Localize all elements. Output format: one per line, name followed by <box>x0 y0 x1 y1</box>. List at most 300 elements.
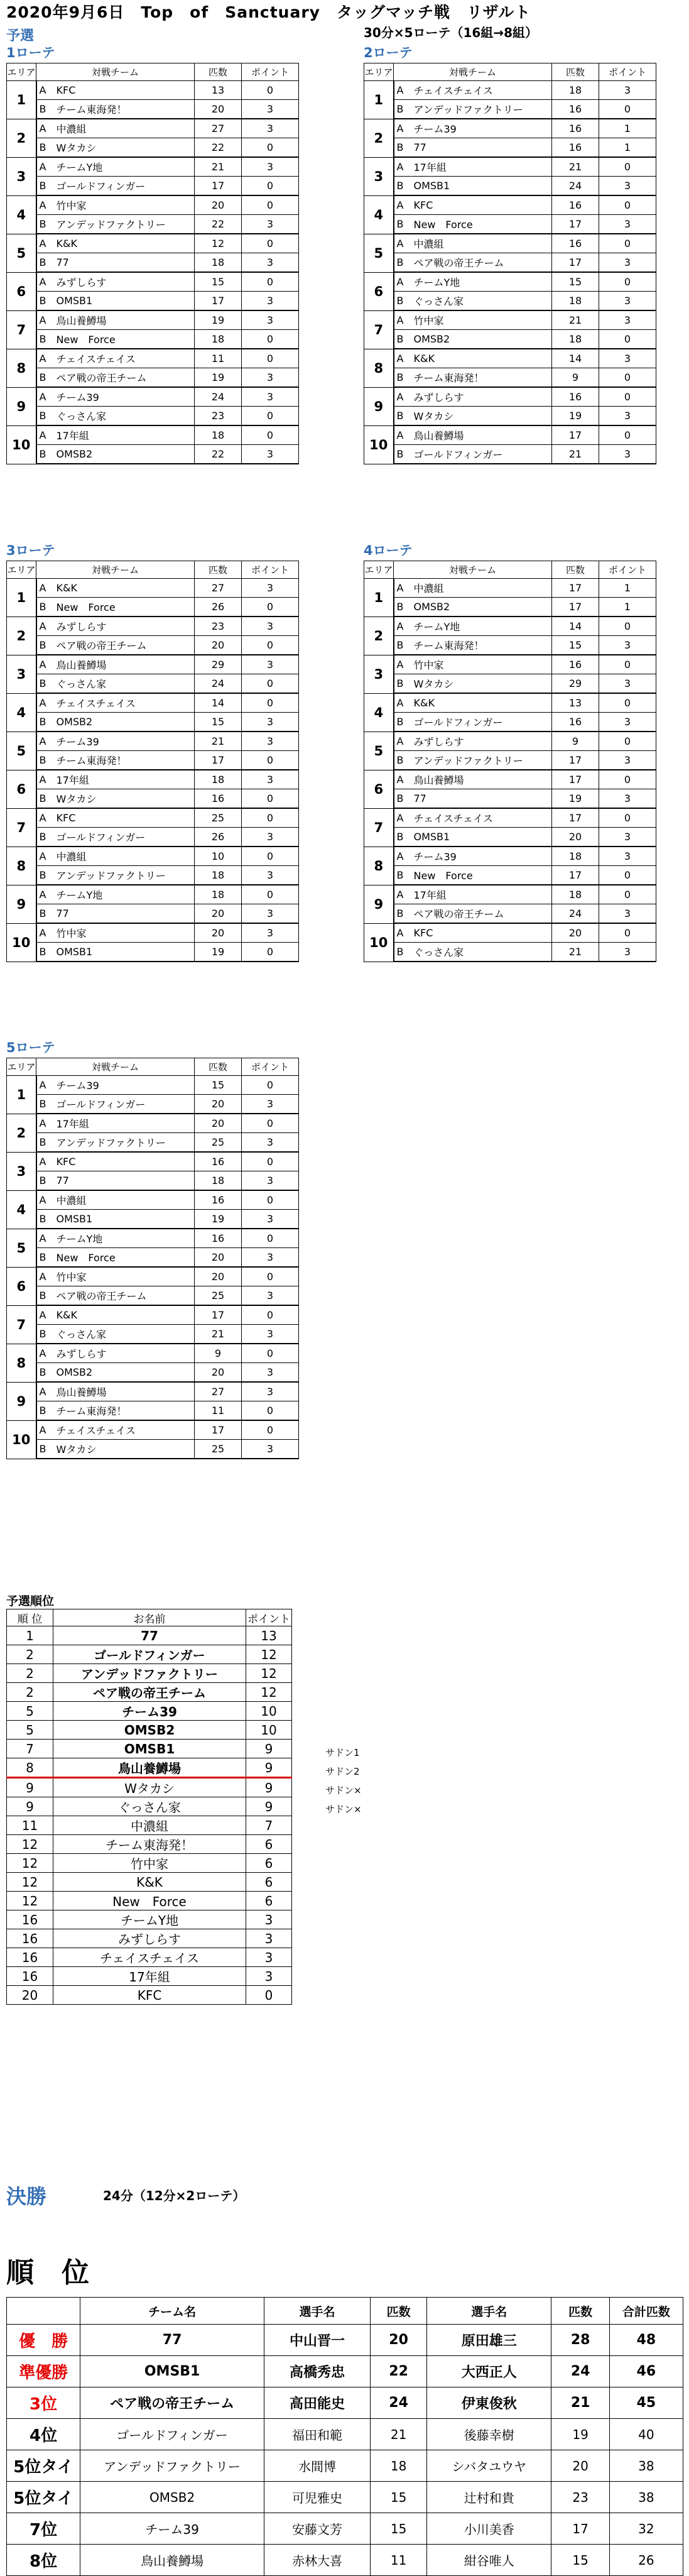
side-label: A <box>394 808 410 828</box>
column-header-name: お名前 <box>53 1609 246 1626</box>
column-header-team: 対戦チーム <box>36 561 195 579</box>
team-name: チーム東海発！ <box>53 100 195 119</box>
match-row <box>7 1095 299 1114</box>
team-name: チームY地 <box>53 1229 195 1248</box>
side-label: B <box>36 215 53 234</box>
catch-count-2: 19 <box>551 2419 609 2450</box>
team-name: Wタカシ <box>53 1778 246 1797</box>
catch-count: 21 <box>552 445 599 464</box>
catch-count: 18 <box>552 330 599 349</box>
rank-value: 16 <box>7 1929 53 1948</box>
point-value: 10 <box>246 1721 292 1740</box>
match-row <box>7 177 299 196</box>
final-rank: 準優勝 <box>7 2356 80 2387</box>
point-value: 3 <box>242 387 299 407</box>
match-row <box>7 330 299 349</box>
rank-value: 2 <box>7 1664 53 1683</box>
point-value: 3 <box>599 215 656 234</box>
team-name: 竹中家 <box>53 1267 195 1286</box>
point-value: 0 <box>242 1420 299 1440</box>
match-row <box>364 81 656 100</box>
match-row <box>7 310 299 330</box>
point-value: 6 <box>246 1854 292 1873</box>
side-label: B <box>36 1325 53 1344</box>
qualifying-ranking-title: 予選順位 <box>6 1594 55 1608</box>
match-row <box>364 904 656 924</box>
catch-count: 16 <box>195 1229 242 1248</box>
match-row <box>7 1344 299 1363</box>
point-value: 3 <box>242 732 299 751</box>
team-name: K&K <box>53 234 195 253</box>
catch-count-1: 15 <box>371 2513 427 2545</box>
side-label: A <box>36 349 53 368</box>
team-name: みずしらす <box>53 1344 195 1363</box>
catch-count-1: 24 <box>371 2387 427 2419</box>
team-name: チームY地 <box>53 1910 246 1929</box>
column-header-rank: 順 位 <box>7 1609 53 1626</box>
final-format: 24分（12分×2ローテ） <box>103 2188 246 2203</box>
sudden-death-note: サドン1 <box>325 1747 360 1758</box>
catch-count: 9 <box>552 368 599 388</box>
catch-count: 20 <box>195 904 242 924</box>
catch-count: 27 <box>195 1382 242 1401</box>
point-value: 0 <box>242 1305 299 1325</box>
side-label: B <box>394 138 410 158</box>
column-header-point: ポイント <box>242 1058 299 1076</box>
side-label: B <box>36 1248 53 1268</box>
catch-count: 17 <box>552 215 599 234</box>
match-row <box>7 195 299 215</box>
side-label: A <box>394 847 410 866</box>
match-row <box>7 234 299 253</box>
point-value: 0 <box>242 1344 299 1363</box>
point-value: 0 <box>242 177 299 196</box>
point-value: 3 <box>242 215 299 234</box>
total-count: 32 <box>609 2513 683 2545</box>
side-label: A <box>394 195 410 215</box>
side-label: A <box>36 923 53 943</box>
side-label: A <box>36 1267 53 1286</box>
team-name: 竹中家 <box>53 923 195 943</box>
catch-count: 16 <box>195 1190 242 1210</box>
point-value: 3 <box>599 636 656 655</box>
match-row <box>7 1133 299 1153</box>
match-row <box>7 425 299 445</box>
point-value: 0 <box>599 885 656 904</box>
point-value: 0 <box>599 693 656 713</box>
side-label: B <box>36 100 53 119</box>
match-row <box>7 1305 299 1325</box>
point-value: 0 <box>242 674 299 694</box>
point-value: 0 <box>242 407 299 426</box>
match-row <box>7 579 299 598</box>
catch-count: 14 <box>195 693 242 713</box>
point-value: 3 <box>246 1910 292 1929</box>
side-label: B <box>36 828 53 847</box>
side-label: A <box>36 847 53 866</box>
catch-count: 13 <box>195 81 242 100</box>
catch-count-2: 15 <box>551 2545 609 2576</box>
area-number: 3 <box>7 1152 36 1190</box>
catch-count: 11 <box>195 1401 242 1421</box>
final-rank: 5位タイ <box>7 2482 80 2513</box>
point-value: 0 <box>242 425 299 445</box>
catch-count: 19 <box>552 407 599 426</box>
final-row <box>7 2482 683 2513</box>
ranking-row <box>7 1948 292 1967</box>
point-value: 3 <box>246 1948 292 1967</box>
team-name: ペア戦の帝王チーム <box>410 904 552 924</box>
point-value: 0 <box>599 368 656 388</box>
catch-count: 16 <box>552 195 599 215</box>
area-number: 5 <box>7 732 36 770</box>
team-name: チーム39 <box>53 387 195 407</box>
team-name: アンデッドファクトリー <box>53 866 195 885</box>
team-name: 竹中家 <box>410 310 552 330</box>
point-value: 3 <box>242 119 299 138</box>
team-name: New Force <box>410 866 552 885</box>
match-row <box>7 789 299 809</box>
side-label: A <box>36 770 53 789</box>
team-name: アンデッドファクトリー <box>53 1664 246 1683</box>
match-row <box>7 1325 299 1344</box>
team-name: チーム39 <box>410 119 552 138</box>
catch-count: 18 <box>195 1171 242 1191</box>
match-row <box>364 330 656 349</box>
side-label: B <box>36 1095 53 1114</box>
team-name: チームY地 <box>53 157 195 177</box>
catch-count: 21 <box>552 157 599 177</box>
area-number: 1 <box>7 579 36 617</box>
side-label: B <box>36 674 53 694</box>
catch-count: 18 <box>552 885 599 904</box>
match-row <box>7 923 299 943</box>
side-label: B <box>394 713 410 732</box>
match-row <box>364 693 656 713</box>
side-label: B <box>36 1171 53 1191</box>
match-row <box>364 770 656 789</box>
catch-count: 20 <box>195 195 242 215</box>
player-name-1: 可児雅史 <box>264 2482 371 2513</box>
catch-count: 19 <box>195 368 242 388</box>
column-header-score: 匹数 <box>552 63 599 81</box>
side-label: A <box>394 349 410 368</box>
column-header-score: 匹数 <box>552 561 599 579</box>
point-value: 0 <box>599 732 656 751</box>
column-header-score: 匹数 <box>195 1058 242 1076</box>
point-value: 3 <box>242 100 299 119</box>
catch-count: 10 <box>195 847 242 866</box>
team-name: 鳥山養鱒場 <box>80 2545 264 2576</box>
team-name: 17年組 <box>53 1114 195 1133</box>
area-number: 6 <box>364 272 394 310</box>
side-label: B <box>394 866 410 885</box>
side-label: B <box>36 789 53 809</box>
catch-count: 24 <box>195 387 242 407</box>
side-label: A <box>394 579 410 598</box>
match-row <box>364 407 656 426</box>
catch-count: 20 <box>552 828 599 847</box>
column-header-team: 対戦チーム <box>394 63 552 81</box>
catch-count: 23 <box>195 407 242 426</box>
match-row <box>364 808 656 828</box>
catch-count: 21 <box>195 1325 242 1344</box>
ranking-row <box>7 1645 292 1664</box>
team-name: 17年組 <box>410 885 552 904</box>
match-row <box>7 808 299 828</box>
team-name: チーム東海発！ <box>53 1835 246 1854</box>
team-name: 鳥山養鱒場 <box>53 655 195 674</box>
match-row <box>7 1076 299 1095</box>
catch-count: 15 <box>195 1076 242 1095</box>
side-label: B <box>36 1210 53 1229</box>
match-row <box>7 636 299 655</box>
point-value: 3 <box>599 789 656 809</box>
side-label: B <box>394 828 410 847</box>
point-value: 3 <box>242 617 299 636</box>
point-value: 3 <box>242 579 299 598</box>
side-label: B <box>394 292 410 311</box>
team-name: OMSB1 <box>53 1740 246 1758</box>
team-name: KFC <box>53 81 195 100</box>
side-label: A <box>36 732 53 751</box>
team-name: 鳥山養鱒場 <box>53 1758 246 1778</box>
point-value: 3 <box>242 1133 299 1153</box>
point-value: 7 <box>246 1816 292 1835</box>
team-name: K&K <box>53 1305 195 1325</box>
rank-value: 12 <box>7 1892 53 1910</box>
point-value: 0 <box>599 770 656 789</box>
team-name: 17年組 <box>53 770 195 789</box>
team-name: ゴールドフィンガー <box>53 1095 195 1114</box>
rank-value: 2 <box>7 1645 53 1664</box>
catch-count: 29 <box>195 655 242 674</box>
team-name: みずしらす <box>410 387 552 407</box>
area-number: 5 <box>7 1229 36 1267</box>
side-label: B <box>394 751 410 770</box>
point-value: 3 <box>599 904 656 924</box>
match-row <box>364 713 656 732</box>
point-value: 3 <box>242 1248 299 1268</box>
side-label: A <box>394 81 410 100</box>
point-value: 0 <box>242 1229 299 1248</box>
rank-value: 12 <box>7 1854 53 1873</box>
point-value: 3 <box>242 1286 299 1306</box>
rank-value: 5 <box>7 1721 53 1740</box>
match-row <box>364 234 656 253</box>
final-row <box>7 2419 683 2450</box>
total-count: 46 <box>609 2356 683 2387</box>
point-value: 0 <box>242 1267 299 1286</box>
side-label: B <box>394 943 410 962</box>
side-label: A <box>394 693 410 713</box>
match-row <box>364 215 656 234</box>
player-name-2: 小川美香 <box>427 2513 551 2545</box>
team-name: 77 <box>53 1626 246 1645</box>
final-row <box>7 2325 683 2356</box>
match-row <box>7 866 299 885</box>
side-label: A <box>36 617 53 636</box>
side-label: A <box>36 1229 53 1248</box>
catch-count: 19 <box>195 943 242 962</box>
player-name-2: シバタユウヤ <box>427 2450 551 2482</box>
catch-count: 17 <box>195 1305 242 1325</box>
column-header-player-1: 選手名 <box>264 2298 371 2325</box>
match-row <box>364 866 656 885</box>
side-label: A <box>394 425 410 445</box>
team-name: 17年組 <box>53 1967 246 1986</box>
match-row <box>364 943 656 962</box>
match-row <box>364 923 656 943</box>
rotation-table-2 <box>364 63 656 464</box>
catch-count-2: 23 <box>551 2482 609 2513</box>
catch-count: 18 <box>195 253 242 273</box>
column-header-point: ポイント <box>246 1609 292 1626</box>
catch-count: 18 <box>195 885 242 904</box>
catch-count-1: 20 <box>371 2325 427 2356</box>
area-number: 6 <box>7 272 36 310</box>
point-value: 0 <box>599 157 656 177</box>
point-value: 3 <box>599 81 656 100</box>
area-number: 9 <box>7 387 36 425</box>
side-label: B <box>36 1440 53 1459</box>
catch-count: 17 <box>552 866 599 885</box>
match-row <box>7 1248 299 1268</box>
catch-count: 24 <box>195 674 242 694</box>
catch-count: 15 <box>552 272 599 292</box>
team-name: チェイスチェイス <box>53 349 195 368</box>
catch-count: 20 <box>195 1363 242 1383</box>
point-value: 6 <box>246 1835 292 1854</box>
area-number: 10 <box>364 923 394 962</box>
player-name-2: 大西正人 <box>427 2356 551 2387</box>
point-value: 3 <box>599 751 656 770</box>
team-name: みずしらす <box>410 732 552 751</box>
area-number: 9 <box>7 1382 36 1420</box>
area-number: 1 <box>364 81 394 119</box>
point-value: 0 <box>242 808 299 828</box>
side-label: B <box>36 407 53 426</box>
total-count: 38 <box>609 2450 683 2482</box>
catch-count: 24 <box>552 904 599 924</box>
catch-count: 20 <box>195 1267 242 1286</box>
side-label: A <box>36 272 53 292</box>
ranking-row <box>7 1986 292 2005</box>
match-row <box>7 157 299 177</box>
side-label: A <box>36 885 53 904</box>
team-name: 中濃組 <box>53 847 195 866</box>
match-row <box>364 636 656 655</box>
team-name: KFC <box>410 195 552 215</box>
team-name: ペア戦の帝王チーム <box>53 1683 246 1702</box>
column-header-point: ポイント <box>242 63 299 81</box>
point-value: 0 <box>242 847 299 866</box>
match-row <box>7 1229 299 1248</box>
match-row <box>364 119 656 138</box>
area-number: 2 <box>7 1114 36 1152</box>
ranking-row <box>7 1892 292 1910</box>
area-number: 10 <box>7 425 36 464</box>
point-value: 3 <box>242 1095 299 1114</box>
point-value: 0 <box>599 234 656 253</box>
catch-count: 18 <box>552 81 599 100</box>
side-label: B <box>394 445 410 464</box>
side-label: A <box>394 885 410 904</box>
match-row <box>364 579 656 598</box>
rank-value: 12 <box>7 1873 53 1892</box>
player-name-2: 原田雄三 <box>427 2325 551 2356</box>
side-label: B <box>36 598 53 617</box>
point-value: 0 <box>242 349 299 368</box>
team-name: 鳥山養鱒場 <box>53 1382 195 1401</box>
match-row <box>364 272 656 292</box>
column-header-area: エリア <box>7 63 36 81</box>
team-name: New Force <box>53 1248 195 1268</box>
side-label: B <box>36 636 53 655</box>
catch-count: 25 <box>195 1286 242 1306</box>
side-label: A <box>36 693 53 713</box>
area-number: 9 <box>7 885 36 923</box>
side-label: B <box>36 1363 53 1383</box>
team-name: チーム39 <box>410 847 552 866</box>
column-header-team: 対戦チーム <box>36 63 195 81</box>
point-value: 12 <box>246 1683 292 1702</box>
team-name: 鳥山養鱒場 <box>53 310 195 330</box>
player-name-1: 安藤文芳 <box>264 2513 371 2545</box>
team-name: KFC <box>410 923 552 943</box>
page-title: 2020年9月6日 Top of Sanctuary タッグマッチ戦 リザルト <box>6 3 531 21</box>
ranking-row <box>7 1721 292 1740</box>
rank-value: 11 <box>7 1816 53 1835</box>
side-label: A <box>394 655 410 674</box>
team-name: New Force <box>410 215 552 234</box>
side-label: B <box>36 292 53 311</box>
team-name: 中濃組 <box>410 579 552 598</box>
match-row <box>364 157 656 177</box>
team-name: アンデッドファクトリー <box>53 215 195 234</box>
team-name: 77 <box>80 2325 264 2356</box>
point-value: 12 <box>246 1645 292 1664</box>
team-name: Wタカシ <box>410 407 552 426</box>
point-value: 0 <box>242 885 299 904</box>
match-row <box>364 847 656 866</box>
team-name: 竹中家 <box>53 1854 246 1873</box>
team-name: ぐっさん家 <box>410 292 552 311</box>
team-name: OMSB1 <box>410 177 552 196</box>
catch-count: 15 <box>195 272 242 292</box>
catch-count: 20 <box>195 1114 242 1133</box>
team-name: チーム東海発！ <box>53 751 195 770</box>
side-label: A <box>36 387 53 407</box>
catch-count: 17 <box>195 1420 242 1440</box>
team-name: チーム東海発！ <box>410 636 552 655</box>
point-value: 3 <box>599 407 656 426</box>
side-label: B <box>394 215 410 234</box>
side-label: B <box>36 904 53 924</box>
catch-count: 19 <box>195 310 242 330</box>
side-label: A <box>394 157 410 177</box>
team-name: KFC <box>53 1986 246 2005</box>
match-row <box>7 1401 299 1421</box>
side-label: A <box>36 195 53 215</box>
side-label: B <box>394 330 410 349</box>
catch-count: 15 <box>195 713 242 732</box>
ranking-row <box>7 1854 292 1873</box>
area-number: 5 <box>7 234 36 272</box>
side-label: A <box>394 387 410 407</box>
match-row <box>7 693 299 713</box>
match-row <box>7 1267 299 1286</box>
